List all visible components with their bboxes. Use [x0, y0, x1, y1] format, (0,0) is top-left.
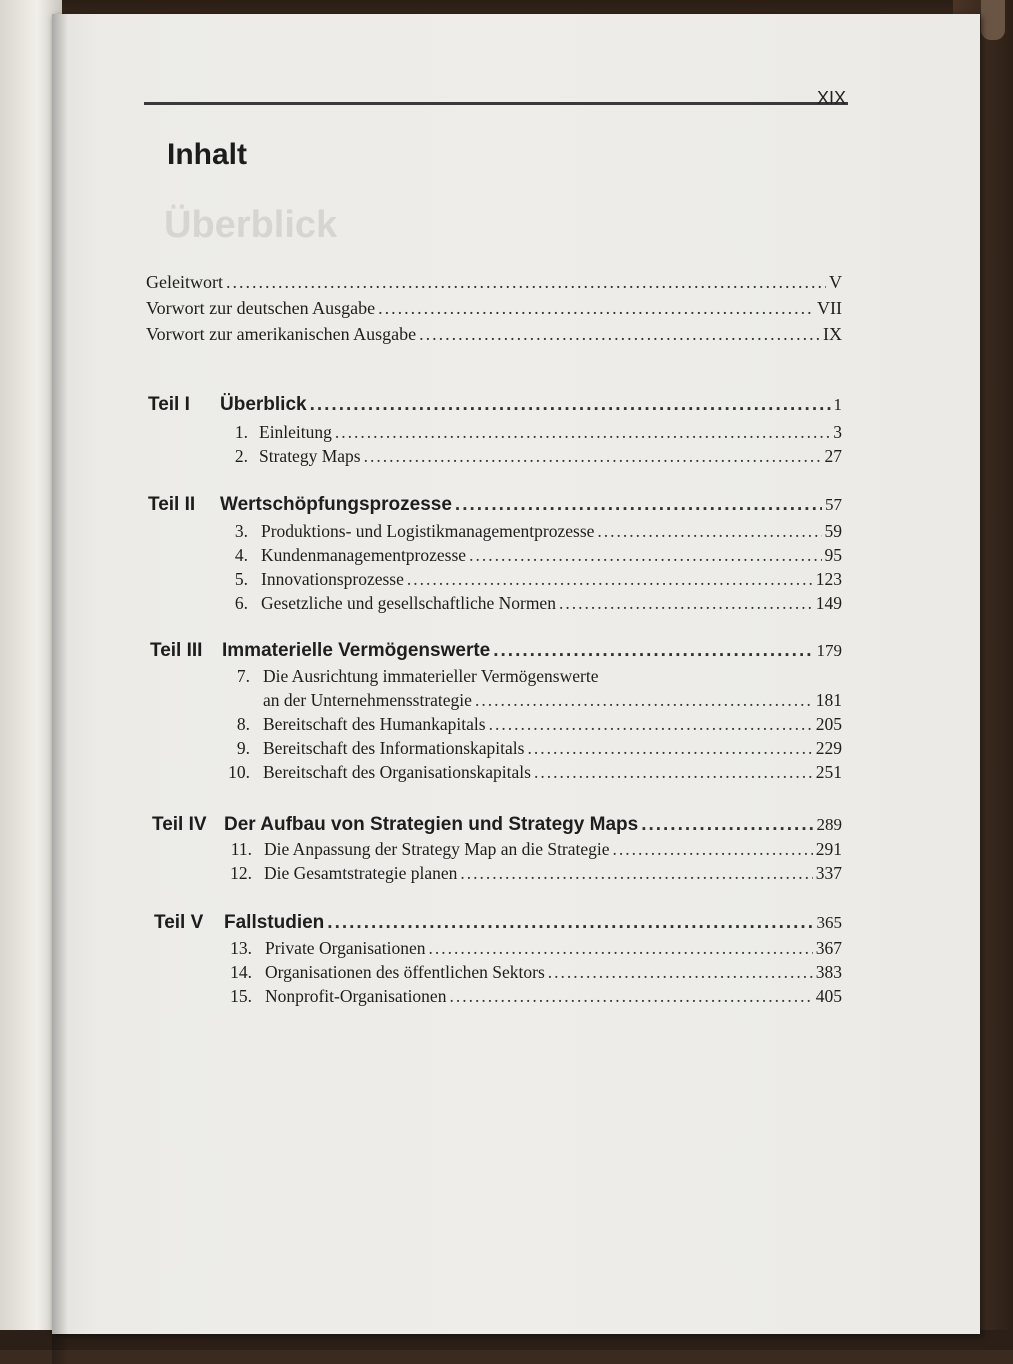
toc-part-page: 179	[816, 641, 842, 660]
toc-part-title: Fallstudien	[224, 912, 325, 933]
toc-chapter-entry	[259, 446, 842, 467]
show-through-text: Überblick	[164, 204, 338, 246]
chapter-number: 8.	[236, 714, 250, 734]
toc-chapter-page: 229	[815, 738, 842, 758]
part-label: Teil IV	[152, 814, 207, 835]
toc-chapter-entry	[261, 545, 842, 566]
toc-chapter-entry	[264, 863, 842, 884]
toc-leader-dots	[460, 863, 812, 884]
chapter-number: 2.	[234, 446, 248, 466]
toc-entry-title: Geleitwort	[146, 272, 223, 292]
toc-entry-page: IX	[823, 324, 842, 344]
toc-leader-dots	[534, 762, 813, 783]
spine-shadow	[52, 14, 68, 1364]
toc-chapter-page: 181	[815, 690, 842, 710]
toc-chapter-entry	[259, 422, 842, 443]
toc-part-title: Überblick	[220, 394, 307, 415]
toc-leader-dots	[548, 962, 813, 983]
toc-part-entry	[222, 640, 842, 662]
chapter-number: 9.	[236, 738, 250, 758]
toc-part-entry	[220, 494, 842, 516]
part-label: Teil III	[150, 640, 203, 661]
toc-chapter-title: Bereitschaft des Organisationskapitals	[263, 762, 531, 782]
toc-chapter-title: Private Organisationen	[265, 938, 426, 958]
toc-part-entry	[224, 814, 842, 836]
toc-chapter-page: 205	[815, 714, 842, 734]
toc-entry	[146, 272, 842, 296]
toc-part-page: 57	[825, 495, 842, 514]
toc-leader-dots	[597, 521, 821, 542]
toc-chapter-title: Organisationen des öffentlichen Sektors	[265, 962, 545, 982]
book-page	[52, 14, 980, 1334]
toc-chapter-page: 27	[824, 446, 842, 466]
chapter-number: 15.	[230, 986, 252, 1006]
toc-leader-dots	[378, 298, 814, 319]
toc-chapter-title-line1: Die Ausrichtung immaterieller Vermögenswerte	[263, 666, 599, 686]
toc-chapter-title: Gesetzliche und gesellschaftliche Normen	[261, 593, 556, 613]
toc-leader-dots	[475, 690, 813, 711]
page-title: Inhalt	[167, 138, 247, 171]
toc-part-entry	[220, 394, 842, 416]
toc-chapter-page: 291	[815, 839, 842, 859]
chapter-number: 4.	[234, 545, 248, 565]
toc-chapter-title: Produktions- und Logistikmanagementprozesse	[261, 521, 595, 541]
toc-chapter-page: 251	[815, 762, 842, 782]
toc-leader-dots	[559, 593, 813, 614]
toc-leader-dots	[641, 814, 813, 836]
toc-chapter-entry	[263, 714, 842, 735]
toc-part-page: 1	[833, 395, 842, 414]
toc-leader-dots	[455, 494, 822, 516]
toc-leader-dots	[493, 640, 813, 662]
toc-part-page: 289	[816, 815, 842, 834]
toc-part-title: Immaterielle Vermögenswerte	[222, 640, 491, 661]
toc-entry-title: Vorwort zur deutschen Ausgabe	[146, 298, 376, 318]
toc-chapter-title: Die Anpassung der Strategy Map an die Strategie	[264, 839, 610, 859]
toc-leader-dots	[364, 446, 822, 467]
page-number: XIX	[816, 88, 846, 108]
toc-leader-dots	[527, 738, 812, 759]
chapter-number: 12.	[230, 863, 252, 883]
toc-leader-dots	[407, 569, 813, 590]
toc-chapter-title: an der Unternehmensstrategie	[263, 690, 472, 710]
toc-leader-dots	[419, 324, 820, 345]
chapter-number: 10.	[228, 762, 250, 782]
toc-chapter-page: 123	[815, 569, 842, 589]
toc-chapter-page: 337	[815, 863, 842, 883]
toc-chapter-title: Die Gesamtstrategie planen	[264, 863, 458, 883]
toc-chapter-title: Bereitschaft des Humankapitals	[263, 714, 486, 734]
chapter-number: 1.	[234, 422, 248, 442]
toc-chapter-title: Bereitschaft des Informationskapitals	[263, 738, 525, 758]
part-label: Teil II	[148, 494, 196, 515]
toc-chapter-title: Einleitung	[259, 422, 332, 442]
toc-chapter-entry	[263, 762, 842, 783]
toc-part-title: Wertschöpfungsprozesse	[220, 494, 452, 515]
chapter-number: 7.	[236, 666, 250, 686]
toc-part-page: 365	[816, 913, 842, 932]
toc-leader-dots	[226, 272, 826, 293]
toc-chapter-entry	[265, 962, 842, 983]
toc-chapter-page: 59	[824, 521, 842, 541]
part-label: Teil I	[148, 394, 190, 415]
toc-chapter-entry	[261, 569, 842, 590]
toc-chapter-entry	[261, 521, 842, 542]
toc-chapter-entry	[263, 738, 842, 759]
toc-chapter-page: 405	[815, 986, 842, 1006]
toc-chapter-page: 3	[833, 422, 842, 442]
toc-leader-dots	[449, 986, 812, 1007]
toc-chapter-entry	[265, 938, 842, 959]
toc-chapter-entry	[265, 986, 842, 1007]
toc-leader-dots	[310, 394, 831, 416]
toc-entry-title: Vorwort zur amerikanischen Ausgabe	[146, 324, 417, 344]
toc-leader-dots	[429, 938, 813, 959]
toc-entry-page: VII	[817, 298, 842, 318]
toc-entry	[146, 324, 842, 348]
toc-chapter-title: Strategy Maps	[259, 446, 361, 466]
toc-chapter-page: 149	[815, 593, 842, 613]
chapter-number: 11.	[230, 839, 252, 859]
header-rule	[144, 102, 848, 105]
toc-chapter-page: 95	[824, 545, 842, 565]
toc-entry-page: V	[829, 272, 842, 292]
part-label: Teil V	[154, 912, 204, 933]
toc-chapter-entry	[264, 839, 842, 860]
toc-leader-dots	[335, 422, 830, 443]
chapter-number: 14.	[230, 962, 252, 982]
toc-chapter-title: Innovationsprozesse	[261, 569, 404, 589]
chapter-number: 3.	[234, 521, 248, 541]
toc-chapter-page: 383	[815, 962, 842, 982]
toc-chapter-page: 367	[815, 938, 842, 958]
toc-part-entry	[224, 912, 842, 934]
toc-leader-dots	[489, 714, 813, 735]
toc-leader-dots	[613, 839, 813, 860]
toc-part-title: Der Aufbau von Strategien und Strategy Maps	[224, 814, 639, 835]
chapter-number: 13.	[230, 938, 252, 958]
chapter-number: 6.	[234, 593, 248, 613]
toc-leader-dots	[327, 912, 813, 934]
toc-chapter-entry	[261, 593, 842, 614]
toc-leader-dots	[469, 545, 821, 566]
toc-chapter-entry	[263, 690, 842, 711]
chapter-number: 5.	[234, 569, 248, 589]
toc-chapter-title: Nonprofit-Organisationen	[265, 986, 447, 1006]
toc-chapter-title: Kundenmanagementprozesse	[261, 545, 467, 565]
toc-entry	[146, 298, 842, 322]
background-object	[981, 0, 1005, 40]
